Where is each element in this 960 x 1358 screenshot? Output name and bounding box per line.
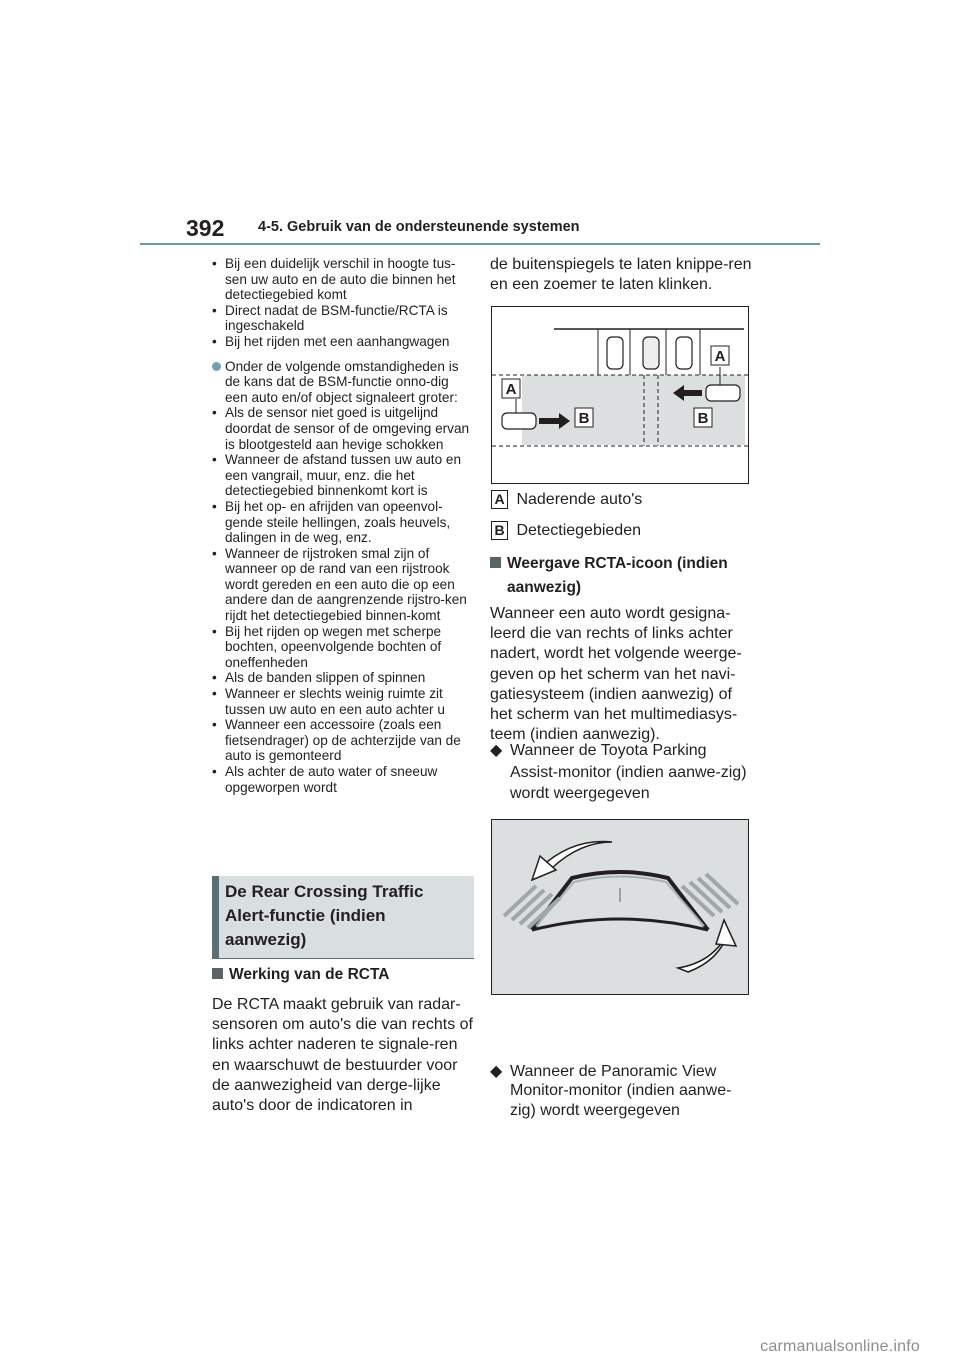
list-item: • Direct nadat de BSM-functie/RCTA is ingeschakeld [212,302,448,334]
watermark: carmanualsonline.info [760,1338,920,1355]
fig-label-a-left: A [505,381,517,398]
circle-bullet-icon [212,362,221,371]
header-rule [140,243,820,245]
list-item: • Bij een duidelijk verschil in hoogte tus-sen uw auto en de auto die binnen het detectiegebied komt [212,256,456,303]
list-item: • Wanneer de afstand tussen uw auto en een vangrail, muur, enz. die het detectiegebied binnenkomt kort is [212,452,462,499]
fig-label-b-left: B [578,410,590,427]
rcta-camera-diagram [492,820,748,994]
square-bullet-icon [212,968,223,979]
list-item: • Als de sensor niet goed is uitgelijnd doordat de sensor of de omgeving ervan is blootgesteld aan hevige schokken [212,405,470,452]
list-item: • Bij het rijden met een aanhangwagen [212,333,450,349]
rcta-detection-diagram [492,307,748,483]
page-number: 392 [186,215,225,241]
fig-label-b-right: B [697,410,709,427]
circle-bullet-item: Onder de volgende omstandigheden is de kans dat de BSM-functie onno-dig een auto en/of object signaleert groter: [212,359,474,406]
square-bullet-icon [490,557,501,568]
callout-rule [212,958,474,959]
list-item: • Als de banden slippen of spinnen [212,670,426,686]
list-item: • Als achter de auto water of sneeuw opgeworpen wordt [212,764,438,795]
rcta-camera-figure [491,819,749,995]
list-item: • Wanneer er slechts weinig ruimte zit tussen uw auto en een auto achter u [212,686,445,717]
legend-tag: B [491,521,508,540]
rcta-detection-figure [491,306,749,484]
diamond-item-2: ◆ Wanneer de Panoramic View Monitor-monitor (indien aanwe-zig) wordt weergegeven [490,1062,732,1119]
callout-accent-bar [212,876,219,958]
werking-paragraph: De RCTA maakt gebruik van radar-sensoren om auto's die van rechts of links achter naderen te signale-ren en waarschuwt de bestuurder voor de aanwezigheid van derge-lijke auto's door de indicatoren in [212,996,473,1115]
section-title: 4-5. Gebruik van de ondersteunende systemen [258,219,580,235]
callout-title: De Rear Crossing Traffic Alert-functie (indien aanwezig) [225,882,424,949]
subhead-weergave: Weergave RCTA-icoon (indien aanwezig) [490,552,757,600]
list-item: • Wanneer een accessoire (zoals een fietsendrager) op de achterzijde van de auto is gemonteerd [212,717,461,764]
diamond-bullet-icon: ◆ [490,742,503,759]
left-column [212,256,474,795]
fig-label-a-right: A [714,348,726,365]
weergave-paragraph: Wanneer een auto wordt gesigna-leerd die van rechts of links achter nadert, wordt het volgende weerge-geven op het scherm van het navi-gatiesysteem (indien aanwezig) of het scherm van het multimediasys-teem (indien aanwezig). [490,605,742,744]
condition-list [212,405,474,795]
legend-tag: A [491,490,508,509]
list-item: • Bij het op- en afrijden van opeenvol-gende steile hellingen, zoals heuvels, dalingen in de weg, enz. [212,498,451,546]
list-item: • Wanneer de rijstroken smal zijn of wanneer op de rand van een rijstrook wordt gereden en een auto die op een andere dan de aangrenzende rijstro-ken rijdt het detectiegebied binnen-komt [212,545,467,624]
diamond-item-1: ◆ Wanneer de Toyota Parking Assist-monitor (indien aanwe-zig) wordt weergegeven [490,742,747,802]
legend-item-a: A Naderende auto's [491,490,642,509]
diamond-bullet-icon: ◆ [490,1062,503,1080]
list-item: • Bij het rijden op wegen met scherpe bochten, opeenvolgende bochten of oneffenheden [212,623,442,670]
subhead-werking: Werking van de RCTA [212,966,389,984]
continuation-text: de buitenspiegels te laten knippe-ren en een zoemer te laten klinken. [490,256,752,294]
legend-item-b: B Detectiegebieden [491,521,641,540]
